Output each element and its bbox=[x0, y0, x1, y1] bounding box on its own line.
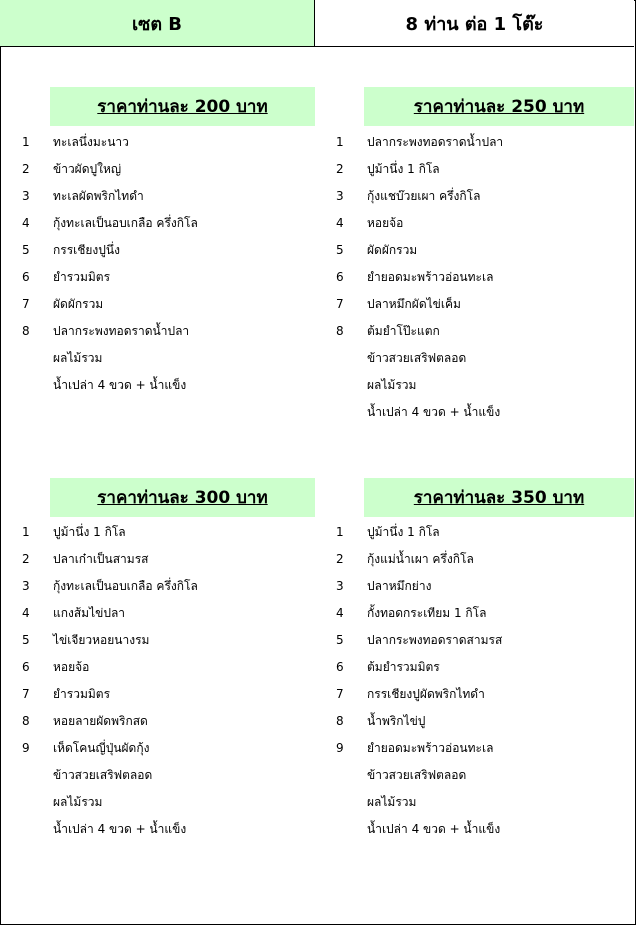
menu-item bbox=[22, 519, 315, 546]
menu-item bbox=[22, 210, 315, 237]
menu-item bbox=[22, 237, 315, 264]
set-label-cell bbox=[0, 0, 315, 47]
item-name: น้ำเปล่า 4 ขวด + น้ำแข็ง bbox=[367, 405, 501, 419]
menu-item bbox=[336, 654, 634, 681]
menu-item bbox=[22, 816, 315, 843]
item-number: 5 bbox=[336, 633, 344, 647]
section-title-cell bbox=[50, 87, 315, 126]
menu-item bbox=[22, 318, 315, 345]
item-name: น้ำเปล่า 4 ขวด + น้ำแข็ง bbox=[53, 378, 187, 392]
item-number: 7 bbox=[336, 687, 344, 701]
item-number: 6 bbox=[336, 660, 344, 674]
item-name: ผัดผักรวม bbox=[367, 243, 418, 257]
item-number: 7 bbox=[22, 297, 30, 311]
item-name: ปลาเก๋าเป็นสามรส bbox=[53, 552, 149, 566]
item-name: ข้าวผัดปูใหญ่ bbox=[53, 162, 122, 176]
item-name: ข้าวสวยเสริฟตลอด bbox=[367, 768, 467, 782]
item-number: 2 bbox=[22, 552, 30, 566]
item-number: 2 bbox=[336, 552, 344, 566]
item-name: กุ้งทะเลเป็นอบเกลือ ครึ่งกิโล bbox=[53, 216, 198, 230]
item-name: ทะเลนึ่งมะนาว bbox=[53, 135, 129, 149]
menu-item bbox=[336, 627, 634, 654]
menu-item bbox=[22, 129, 315, 156]
menu-item bbox=[22, 789, 315, 816]
menu-list bbox=[22, 519, 315, 843]
item-number: 4 bbox=[336, 606, 344, 620]
item-number: 9 bbox=[22, 741, 30, 755]
section-title: ราคาท่านละ 300 บาท bbox=[97, 488, 268, 508]
item-number: 6 bbox=[336, 270, 344, 284]
item-number: 1 bbox=[22, 525, 30, 539]
item-name: ผัดผักรวม bbox=[53, 297, 104, 311]
item-number: 8 bbox=[336, 714, 344, 728]
item-number: 6 bbox=[22, 270, 30, 284]
item-name: ปลากระพงทอดราดน้ำปลา bbox=[367, 135, 504, 149]
item-name: ยำรวมมิตร bbox=[53, 687, 111, 701]
menu-item bbox=[22, 681, 315, 708]
table-size-label: 8 ท่าน ต่อ 1 โต๊ะ bbox=[405, 13, 544, 35]
menu-item bbox=[336, 345, 634, 372]
item-name: ผลไม้รวม bbox=[53, 795, 103, 809]
item-number: 3 bbox=[22, 189, 30, 203]
item-number: 3 bbox=[22, 579, 30, 593]
item-number: 3 bbox=[336, 579, 344, 593]
item-name: น้ำเปล่า 4 ขวด + น้ำแข็ง bbox=[367, 822, 501, 836]
item-number: 8 bbox=[336, 324, 344, 338]
menu-item bbox=[22, 372, 315, 399]
item-name: ผลไม้รวม bbox=[367, 378, 417, 392]
section-title: ราคาท่านละ 200 บาท bbox=[97, 97, 268, 117]
item-name: ปลาหมึกย่าง bbox=[367, 579, 432, 593]
menu-item bbox=[22, 264, 315, 291]
menu-item bbox=[22, 600, 315, 627]
menu-item bbox=[22, 183, 315, 210]
menu-item bbox=[336, 129, 634, 156]
section-title-cell bbox=[364, 478, 634, 517]
item-number: 8 bbox=[22, 324, 30, 338]
menu-item bbox=[336, 735, 634, 762]
item-name: หอยจ้อ bbox=[53, 660, 90, 674]
menu-list bbox=[22, 129, 315, 399]
item-number: 2 bbox=[336, 162, 344, 176]
item-number: 3 bbox=[336, 189, 344, 203]
menu-item bbox=[22, 708, 315, 735]
item-number: 8 bbox=[22, 714, 30, 728]
item-number: 6 bbox=[22, 660, 30, 674]
item-name: ข้าวสวยเสริฟตลอด bbox=[367, 351, 467, 365]
menu-item bbox=[336, 519, 634, 546]
item-number: 2 bbox=[22, 162, 30, 176]
item-number: 1 bbox=[336, 525, 344, 539]
menu-item bbox=[336, 546, 634, 573]
item-name: กั้งทอดกระเทียม 1 กิโล bbox=[367, 606, 487, 620]
item-name: ทะเลผัดพริกไทดำ bbox=[53, 189, 144, 203]
item-number: 4 bbox=[336, 216, 344, 230]
menu-item bbox=[22, 546, 315, 573]
menu-item bbox=[22, 291, 315, 318]
item-number: 1 bbox=[22, 135, 30, 149]
menu-item bbox=[336, 789, 634, 816]
item-number: 4 bbox=[22, 216, 30, 230]
menu-item bbox=[336, 600, 634, 627]
menu-item bbox=[22, 156, 315, 183]
menu-list bbox=[336, 129, 634, 426]
menu-item bbox=[336, 681, 634, 708]
item-number: 1 bbox=[336, 135, 344, 149]
item-name: ปลากระพงทอดราดสามรส bbox=[367, 633, 503, 647]
item-name: ยำรวมมิตร bbox=[53, 270, 111, 284]
item-name: ปูม้านึ่ง 1 กิโล bbox=[367, 525, 440, 539]
item-name: กรรเชียงปูผัดพริกไทดำ bbox=[367, 687, 485, 701]
menu-item bbox=[336, 762, 634, 789]
item-name: ข้าวสวยเสริฟตลอด bbox=[53, 768, 153, 782]
menu-item bbox=[336, 372, 634, 399]
item-number: 5 bbox=[22, 243, 30, 257]
menu-item bbox=[336, 816, 634, 843]
item-name: ผลไม้รวม bbox=[53, 351, 103, 365]
menu-item bbox=[336, 708, 634, 735]
item-name: ต้มยำโป๊ะแตก bbox=[367, 324, 440, 338]
item-number: 7 bbox=[336, 297, 344, 311]
table-size-cell bbox=[315, 0, 634, 47]
item-name: กุ้งทะเลเป็นอบเกลือ ครึ่งกิโล bbox=[53, 579, 198, 593]
item-number: 4 bbox=[22, 606, 30, 620]
menu-item bbox=[22, 573, 315, 600]
item-name: ปูม้านึ่ง 1 กิโล bbox=[367, 162, 440, 176]
item-name: ผลไม้รวม bbox=[367, 795, 417, 809]
item-name: น้ำพริกไข่ปู bbox=[367, 714, 426, 728]
section-title-cell bbox=[50, 478, 315, 517]
item-name: กุ้งแชบ๊วยเผา ครึ่งกิโล bbox=[367, 189, 481, 203]
item-name: ปลาหมึกผัดไข่เค็ม bbox=[367, 297, 461, 311]
item-number: 5 bbox=[22, 633, 30, 647]
menu-item bbox=[336, 318, 634, 345]
section-title-cell bbox=[364, 87, 634, 126]
menu-item bbox=[22, 762, 315, 789]
menu-item bbox=[22, 345, 315, 372]
item-name: น้ำเปล่า 4 ขวด + น้ำแข็ง bbox=[53, 822, 187, 836]
menu-item bbox=[22, 735, 315, 762]
menu-item bbox=[336, 264, 634, 291]
item-name: ยำยอดมะพร้าวอ่อนทะเล bbox=[367, 270, 494, 284]
item-name: ไข่เจียวหอยนางรม bbox=[53, 633, 150, 647]
item-name: หอยลายผัดพริกสด bbox=[53, 714, 148, 728]
item-number: 9 bbox=[336, 741, 344, 755]
set-label: เซต B bbox=[131, 13, 183, 35]
item-name: ยำยอดมะพร้าวอ่อนทะเล bbox=[367, 741, 494, 755]
item-name: ปูม้านึ่ง 1 กิโล bbox=[53, 525, 126, 539]
menu-item bbox=[336, 237, 634, 264]
item-name: เห็ดโคนญี่ปุ่นผัดกุ้ง bbox=[53, 741, 150, 755]
item-number: 7 bbox=[22, 687, 30, 701]
item-name: กรรเชียงปูนึ่ง bbox=[53, 243, 120, 257]
item-name: กุ้งแม่น้ำเผา ครึ่งกิโล bbox=[367, 552, 474, 566]
menu-item bbox=[336, 573, 634, 600]
menu-item bbox=[336, 291, 634, 318]
menu-item bbox=[336, 399, 634, 426]
item-number: 5 bbox=[336, 243, 344, 257]
menu-item bbox=[336, 183, 634, 210]
item-name: แกงส้มไข่ปลา bbox=[53, 606, 126, 620]
item-name: ปลากระพงทอดราดน้ำปลา bbox=[53, 324, 190, 338]
menu-item bbox=[22, 627, 315, 654]
menu-list bbox=[336, 519, 634, 843]
item-name: หอยจ้อ bbox=[367, 216, 404, 230]
menu-item bbox=[22, 654, 315, 681]
item-name: ต้มยำรวมมิตร bbox=[367, 660, 440, 674]
menu-item bbox=[336, 156, 634, 183]
section-title: ราคาท่านละ 250 บาท bbox=[413, 97, 585, 117]
section-title: ราคาท่านละ 350 บาท bbox=[413, 488, 585, 508]
menu-item bbox=[336, 210, 634, 237]
